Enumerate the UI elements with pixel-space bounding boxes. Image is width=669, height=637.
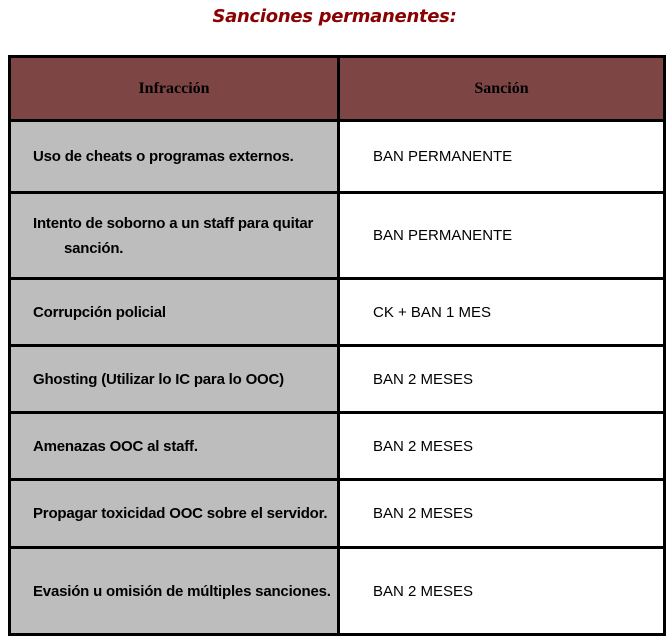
- sanction-cell: BAN 2 MESES: [339, 413, 665, 480]
- infraction-cell: Uso de cheats o programas externos.: [10, 121, 339, 193]
- table-row: [10, 121, 665, 193]
- table-row: [10, 193, 665, 279]
- infraction-cell: Evasión u omisión de múltiples sanciones.: [10, 548, 339, 635]
- table-row: [10, 480, 665, 548]
- table-header-row: [10, 57, 665, 121]
- sanction-cell: CK + BAN 1 MES: [339, 279, 665, 346]
- sanction-cell: BAN 2 MESES: [339, 548, 665, 635]
- table-row: [10, 346, 665, 413]
- infraction-cell: Amenazas OOC al staff.: [10, 413, 339, 480]
- sanction-cell: BAN PERMANENTE: [339, 193, 665, 279]
- infraction-cell: Propagar toxicidad OOC sobre el servidor.: [10, 480, 339, 548]
- table-row: [10, 279, 665, 346]
- infraction-cell: Ghosting (Utilizar lo IC para lo OOC): [10, 346, 339, 413]
- infraction-cell: Intento de soborno a un staff para quitar sanción.: [10, 193, 339, 279]
- sanction-cell: BAN PERMANENTE: [339, 121, 665, 193]
- table-row: [10, 413, 665, 480]
- table-row: [10, 548, 665, 635]
- page-title: Sanciones permanentes:: [212, 6, 457, 27]
- header-cell-sancion: Sanción: [339, 57, 665, 121]
- sanctions-table: [8, 55, 666, 636]
- sanction-cell: BAN 2 MESES: [339, 346, 665, 413]
- infraction-cell: Corrupción policial: [10, 279, 339, 346]
- sanction-cell: BAN 2 MESES: [339, 480, 665, 548]
- header-cell-infraccion: Infracción: [10, 57, 339, 121]
